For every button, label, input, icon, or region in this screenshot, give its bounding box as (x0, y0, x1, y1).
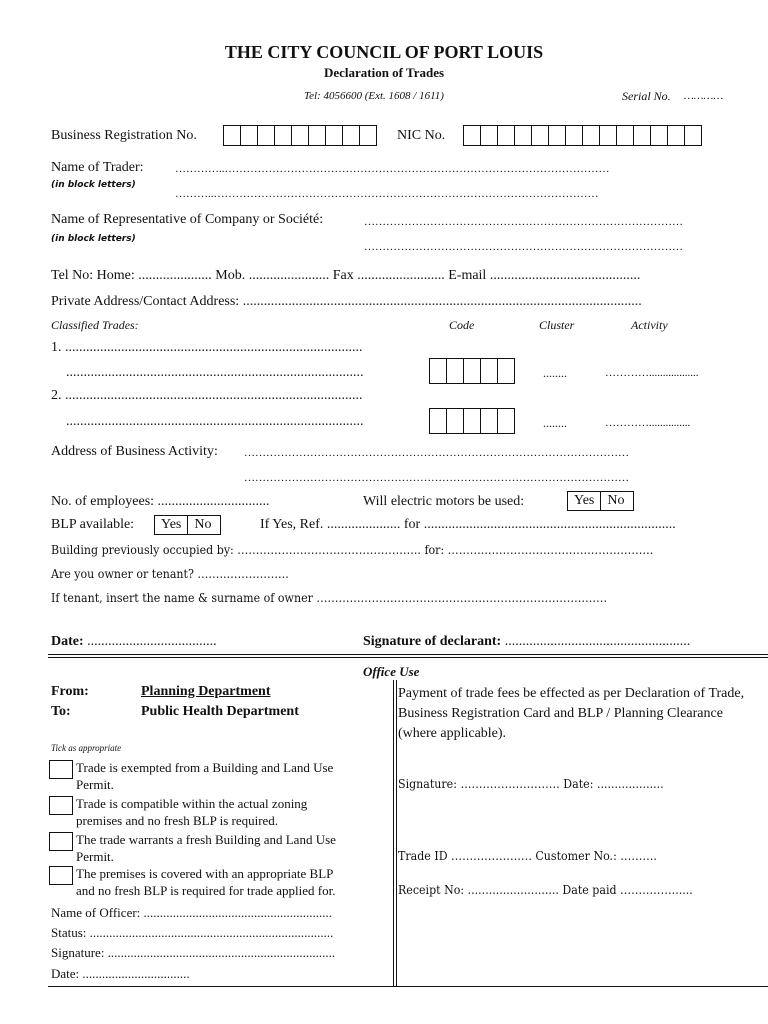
contact-numbers-line[interactable]: Tel No: Home: ..................... Mob. ....................... Fax ......................... E-mail ........................................... (51, 268, 641, 283)
owner-or-tenant-line[interactable]: Are you owner or tenant? ……..…………….. (51, 567, 289, 581)
representative-label: Name of Representative of Company or Société: (51, 212, 324, 227)
to-label: To: (51, 704, 71, 719)
serial-number-field[interactable]: ………… (684, 90, 724, 102)
trader-name-field-2[interactable]: ………..…………………………………………………………………………………………… (175, 188, 599, 200)
trade-1-code-boxes[interactable] (429, 358, 515, 384)
option-3-text-2: Permit. (76, 849, 114, 864)
option-1-text-2: Permit. (76, 777, 114, 792)
option-2-text-2: premises and no fresh BLP is required. (76, 813, 279, 828)
receipt-line[interactable]: Receipt No: .......................... Date paid ……………..... (398, 883, 693, 897)
representative-field-2[interactable]: …………………………………………………………………………… (364, 241, 683, 253)
blp-available-yes-no[interactable] (154, 515, 221, 535)
business-address-field-1[interactable]: …………………………………………………………………………………………… (244, 447, 629, 459)
option-2-checkbox[interactable] (49, 796, 73, 815)
tel-info: Tel: 4056600 (Ext. 1608 / 1611) (304, 90, 444, 102)
payment-note: Payment of trade fees be effected as per Declaration of Trade, Business Registration Card and BLP / Planning Clearance (where applicable). (398, 686, 745, 741)
electric-motors-yes-no[interactable] (567, 491, 634, 511)
officer-name-line[interactable]: Name of Officer: .......................................................... (51, 905, 333, 920)
office-use-column-divider-1 (393, 680, 394, 986)
blp-yes[interactable]: Yes (155, 516, 188, 534)
officer-status-line[interactable]: Status: ........................................................................... (51, 925, 334, 940)
electric-motors-no[interactable]: No (607, 493, 625, 508)
cluster-column-header: Cluster (539, 318, 575, 332)
option-4-checkbox[interactable] (49, 866, 73, 885)
declarant-signature-field[interactable] (363, 634, 690, 650)
from-value: Planning Department (141, 684, 271, 699)
trade-2-activity[interactable]: …………............... (605, 417, 691, 429)
classified-trades-label: Classified Trades: (51, 318, 139, 332)
nic-input-boxes[interactable] (463, 125, 702, 146)
date-dots[interactable]: ..................................... (83, 634, 217, 649)
option-3-text-1: The trade warrants a fresh Building and Land Use (76, 832, 336, 847)
date-label: Date: (51, 634, 84, 649)
trader-name-field-1[interactable]: …………..…………………………………………………………………………………………… (175, 163, 610, 175)
option-1-text-1: Trade is exempted from a Building and Land Use (76, 760, 334, 775)
trader-block-letters-note: (in block letters) (51, 180, 136, 190)
office-use-title: Office Use (363, 664, 420, 679)
option-4-text-1: The premises is covered with an appropriate BLP (76, 866, 334, 881)
signature-label: Signature of declarant: (363, 634, 502, 649)
officer-signature-line[interactable]: Signature: ...................................................................... (51, 945, 336, 960)
business-address-label: Address of Business Activity: (51, 444, 218, 459)
blp-reference-line[interactable]: If Yes, Ref. ..................... for ........................................................................ (260, 517, 676, 532)
activity-column-header: Activity (631, 318, 668, 332)
trade-2-line-2[interactable]: ..................................................................................... (66, 414, 364, 429)
trade-1-line-1[interactable]: 1. ..................................................................................... (51, 340, 363, 355)
to-value: Public Health Department (141, 704, 299, 719)
office-use-divider-bottom (48, 657, 768, 658)
brn-label: Business Registration No. (51, 128, 197, 143)
council-title: THE CITY COUNCIL OF PORT LOUIS (224, 42, 544, 62)
trade-2-cluster[interactable]: ........ (543, 416, 567, 430)
date-field[interactable] (51, 634, 217, 650)
option-3-checkbox[interactable] (49, 832, 73, 851)
trade-1-cluster[interactable]: ........ (543, 366, 567, 380)
signature-dots[interactable]: ..................................................... (501, 634, 691, 649)
office-use-column-divider-2 (396, 680, 397, 986)
trade-1-activity[interactable]: ………….................. (605, 367, 699, 379)
trader-name-label: Name of Trader: (51, 160, 144, 175)
form-subtitle: Declaration of Trades (323, 65, 445, 80)
trade-1-line-2[interactable]: ..................................................................................... (66, 365, 364, 380)
office-signature-date-line[interactable]: Signature: ……………………… Date: ................... (398, 777, 664, 791)
officer-date-line[interactable]: Date: ................................. (51, 966, 190, 981)
option-2-text-1: Trade is compatible within the actual zoning (76, 796, 308, 811)
code-column-header: Code (449, 318, 475, 332)
tenant-owner-name-line[interactable]: If tenant, insert the name & surname of owner ……………………………………………………………………. (51, 591, 607, 605)
representative-block-letters-note: (in block letters) (51, 234, 136, 244)
from-label: From: (51, 684, 89, 699)
nic-label: NIC No. (397, 128, 446, 143)
serial-number-label: Serial No. (622, 89, 671, 103)
electric-motors-yes[interactable]: Yes (568, 492, 601, 510)
business-address-field-2[interactable]: …………………………………………………………………………………………… (244, 472, 629, 484)
office-use-divider-top (48, 654, 768, 655)
private-address-line[interactable]: Private Address/Contact Address: .................................................................................................................. (51, 294, 642, 309)
blp-available-label: BLP available: (51, 517, 135, 532)
tick-note: Tick as appropriate (51, 743, 122, 753)
option-4-text-2: and no fresh BLP is required for trade applied for. (76, 883, 336, 898)
electric-motors-label: Will electric motors be used: (363, 494, 525, 509)
brn-input-boxes[interactable] (223, 125, 377, 146)
employees-line[interactable]: No. of employees: ................................ (51, 494, 270, 509)
blp-no[interactable]: No (194, 517, 212, 532)
building-previously-occupied-line[interactable]: Building previously occupied by: ………………………………………….. for: ………..……………………………………… (51, 543, 654, 557)
option-1-checkbox[interactable] (49, 760, 73, 779)
trade-id-customer-line[interactable]: Trade ID …………………. Customer No.: ………. (398, 849, 657, 863)
trade-2-line-1[interactable]: 2. ..................................................................................... (51, 388, 363, 403)
office-use-bottom-rule (48, 986, 768, 987)
representative-field-1[interactable]: …………………………………………………………………………… (364, 216, 683, 228)
trade-2-code-boxes[interactable] (429, 408, 515, 434)
